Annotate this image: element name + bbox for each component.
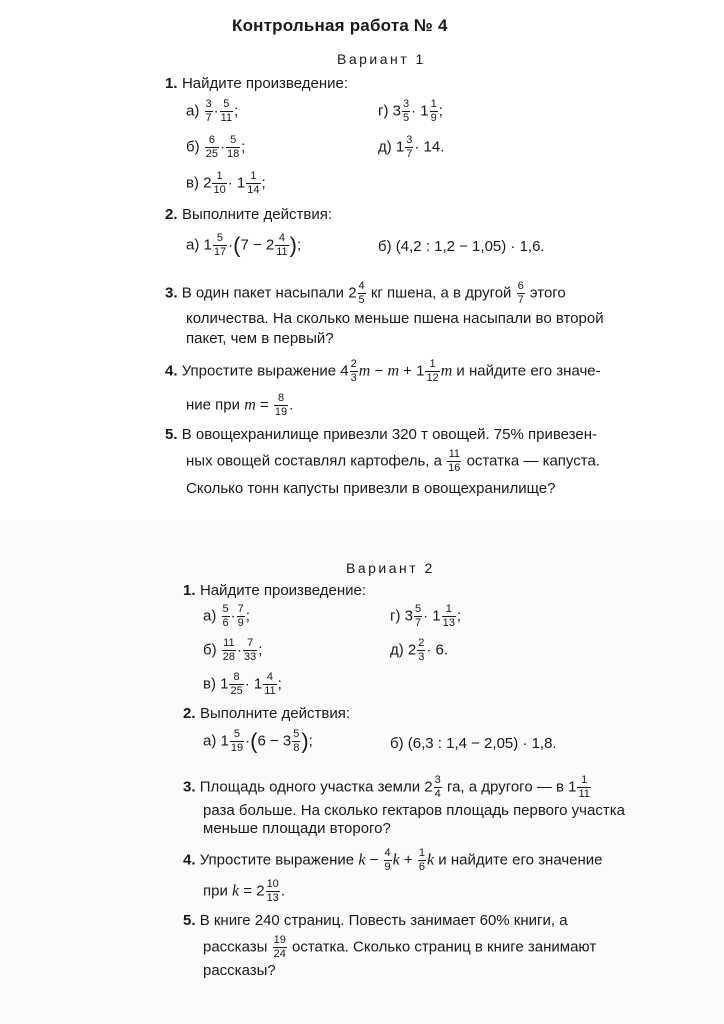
v2-task-4-line1: 4. Упростите выражение k − $\frac{4}{9}$ k + $\frac{1}{6}$ k и найдите его значение bbox=[183, 847, 603, 873]
v1-task-5-line2: ных овощей составлял картофель, а $\frac{11}{16}$ остатка — капуста. bbox=[186, 448, 600, 474]
v2-t1-item-a: а) $\frac{5}{6}$ · $\frac{7}{9}$ ; bbox=[203, 603, 250, 629]
fraction: $\frac{1}{14}$ bbox=[247, 170, 260, 196]
fraction: $\frac{6}{7}$ bbox=[517, 280, 524, 306]
fraction: $\frac{1}{9}$ bbox=[430, 98, 437, 124]
fraction: $\frac{8}{19}$ bbox=[274, 392, 288, 418]
v2-task-4-line2: при k = 2 $\frac{10}{13}$ . bbox=[203, 878, 285, 904]
v1-t1-item-g: г) 3 $\frac{3}{5}$ · 1 $\frac{1}{9}$ ; bbox=[378, 98, 443, 124]
fraction: $\frac{5}{18}$ bbox=[227, 134, 240, 160]
fraction: $\frac{4}{9}$ bbox=[384, 847, 391, 873]
v2-t1-item-v: в) 1 $\frac{8}{25}$ · 1 $\frac{4}{11}$ ; bbox=[203, 671, 282, 697]
fraction: $\frac{7}{33}$ bbox=[244, 637, 257, 663]
v1-t2-item-b: б) (4,2 : 1,2 − 1,05) · 1,6. bbox=[378, 238, 545, 255]
page-title: Контрольная работа № 4 bbox=[232, 16, 448, 35]
v2-task-5-line1: 5. В книге 240 страниц. Повесть занимает 60% книги, а bbox=[183, 912, 568, 929]
v1-t1-item-v: в) 2 $\frac{1}{10}$ · 1 $\frac{1}{14}$ ; bbox=[186, 170, 266, 196]
fraction: $\frac{4}{11}$ bbox=[276, 232, 288, 258]
v2-t1-item-g: г) 3 $\frac{5}{7}$ · 1 $\frac{1}{13}$ ; bbox=[390, 603, 462, 629]
fraction: $\frac{1}{13}$ bbox=[442, 603, 455, 629]
v2-t2-item-a: а) 1 $\frac{5}{19}$ ·(6 − 3 $\frac{5}{8}$ ); bbox=[203, 728, 313, 754]
fraction: $\frac{5}{8}$ bbox=[293, 728, 300, 754]
fraction: $\frac{1}{6}$ bbox=[418, 847, 425, 873]
v1-task-5-line1: 5. В овощехранилище привезли 320 т овощей. 75% привезен- bbox=[165, 426, 597, 443]
fraction: $\frac{1}{11}$ bbox=[578, 774, 590, 800]
fraction: $\frac{1}{10}$ bbox=[213, 170, 226, 196]
v2-task-3-line1: 3. Площадь одного участка земли 2 $\frac{3}{4}$ га, а другого — в 1 $\frac{1}{11}$ bbox=[183, 774, 590, 800]
v2-task-3-line2: раза больше. На сколько гектаров площадь первого участка bbox=[203, 802, 625, 819]
fraction: $\frac{5}{6}$ bbox=[222, 603, 229, 629]
task-text: Найдите произведение: bbox=[181, 75, 349, 92]
v2-task-2-header: 2. Выполните действия: bbox=[183, 705, 350, 722]
v2-task-5-line3: рассказы? bbox=[203, 962, 276, 979]
fraction: $\frac{5}{17}$ bbox=[213, 232, 227, 258]
v1-t1-item-b: б) $\frac{6}{25}$ · $\frac{5}{18}$ ; bbox=[186, 134, 246, 160]
fraction: $\frac{1}{12}$ bbox=[426, 358, 439, 384]
v1-task-5-line3: Сколько тонн капусты привезли в овощехранилище? bbox=[186, 480, 556, 497]
fraction: $\frac{5}{19}$ bbox=[230, 728, 244, 754]
v2-task-5-line2: рассказы $\frac{19}{24}$ остатка. Сколько страниц в книге занимают bbox=[203, 934, 597, 960]
fraction: $\frac{3}{5}$ bbox=[402, 98, 410, 124]
v1-t1-item-d: д) 1 $\frac{3}{7}$ · 14. bbox=[378, 134, 445, 160]
fraction: $\frac{10}{13}$ bbox=[266, 878, 279, 904]
fraction: $\frac{7}{9}$ bbox=[237, 603, 244, 629]
task-number: 1. bbox=[165, 75, 178, 92]
fraction: $\frac{11}{16}$ bbox=[448, 448, 461, 474]
v1-task-4-line2: ние при m = $\frac{8}{19}$ . bbox=[186, 392, 294, 418]
fraction: $\frac{4}{5}$ bbox=[358, 280, 365, 306]
v1-t1-item-a: а) $\frac{3}{7}$ · $\frac{5}{11}$ ; bbox=[186, 98, 239, 124]
v1-task-3-line1: 3. В один пакет насыпали 2 $\frac{4}{5}$ кг пшена, а в другой $\frac{6}{7}$ этого bbox=[165, 280, 566, 306]
fraction: $\frac{3}{4}$ bbox=[434, 774, 441, 800]
v1-t2-item-a: а) 1 $\frac{5}{17}$ ·(7 − 2 $\frac{4}{11}$ ); bbox=[186, 232, 302, 258]
fraction: $\frac{11}{28}$ bbox=[222, 637, 236, 663]
fraction: $\frac{5}{7}$ bbox=[414, 603, 422, 629]
variant-2-heading: Вариант 2 bbox=[346, 560, 435, 576]
fraction: $\frac{2}{3}$ bbox=[418, 637, 425, 663]
fraction: $\frac{6}{25}$ bbox=[205, 134, 219, 160]
v2-t1-item-b: б) $\frac{11}{28}$ · $\frac{7}{33}$ ; bbox=[203, 637, 263, 663]
fraction: $\frac{19}{24}$ bbox=[273, 934, 286, 960]
v1-task-2-header: 2. Выполните действия: bbox=[165, 206, 332, 223]
v1-task-1-header bbox=[165, 75, 348, 93]
v2-t2-item-b: б) (6,3 : 1,4 − 2,05) · 1,8. bbox=[390, 735, 557, 752]
fraction: $\frac{4}{11}$ bbox=[264, 671, 276, 697]
v2-task-1-header: 1. Найдите произведение: bbox=[183, 582, 367, 599]
fraction: $\frac{2}{3}$ bbox=[350, 358, 357, 384]
v2-task-3-line3: меньше площади второго? bbox=[203, 820, 391, 837]
fraction: $\frac{8}{25}$ bbox=[230, 671, 243, 697]
fraction: $\frac{3}{7}$ bbox=[406, 134, 413, 160]
item-label: а) bbox=[186, 102, 200, 120]
fraction: $\frac{3}{7}$ bbox=[205, 98, 212, 124]
v1-task-4-line1: 4. Упростите выражение 4 $\frac{2}{3}$ m − m + 1 $\frac{1}{12}$ m и найдите его значе- bbox=[165, 358, 601, 384]
v2-t1-item-d: д) 2 $\frac{2}{3}$ · 6. bbox=[390, 637, 449, 663]
v1-task-3-line2: количества. На сколько меньше пшена насыпали во второй bbox=[186, 310, 604, 327]
v1-task-3-line3: пакет, чем в первый? bbox=[186, 330, 334, 347]
variant-1-heading: Вариант 1 bbox=[337, 51, 426, 67]
fraction: $\frac{5}{11}$ bbox=[220, 98, 233, 124]
